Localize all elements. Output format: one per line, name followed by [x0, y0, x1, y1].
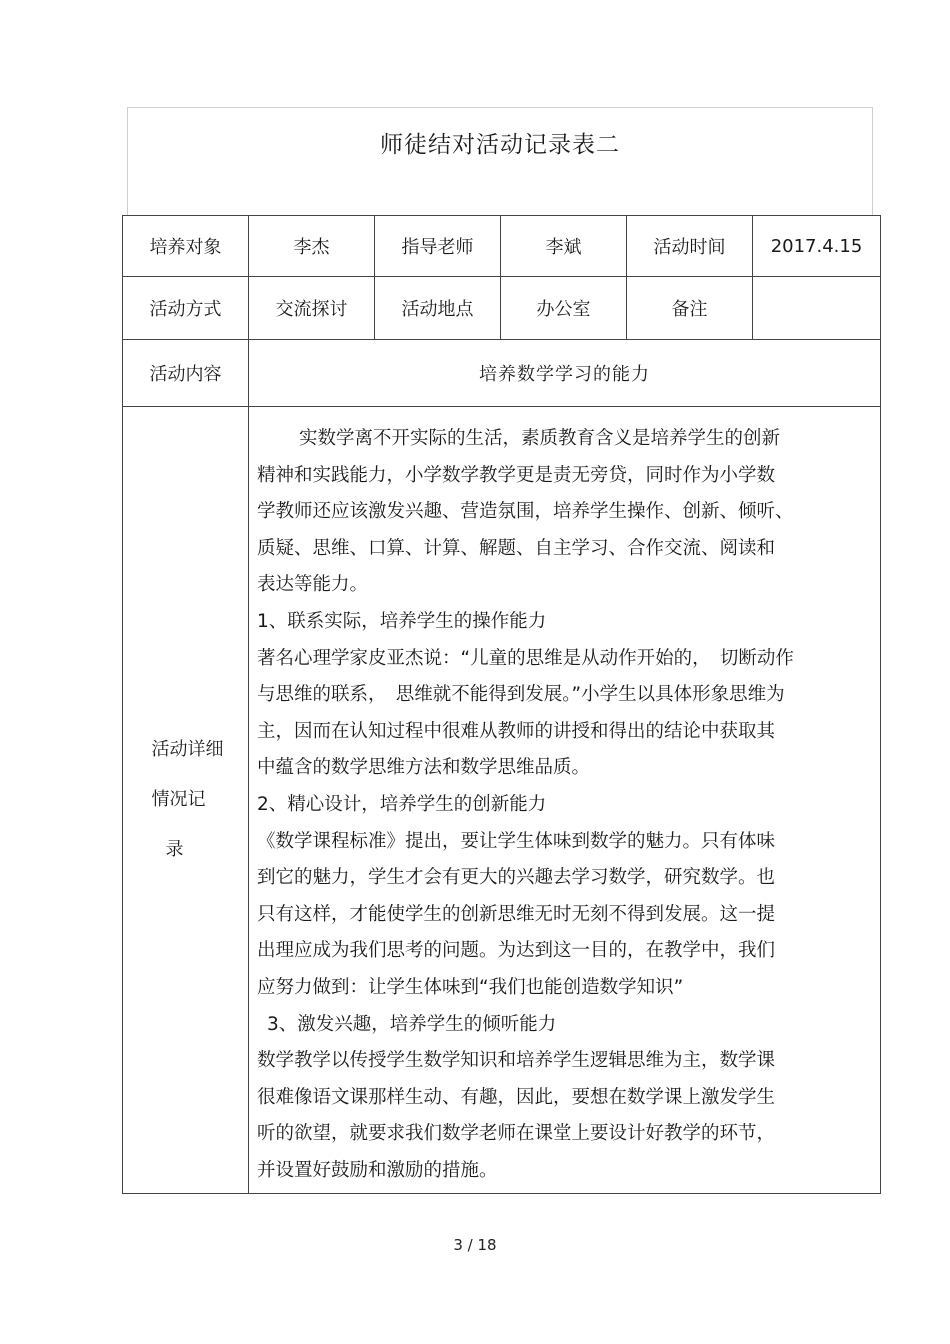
- details-label-line: 活动详细: [151, 739, 224, 761]
- place-label: 活动地点: [375, 277, 501, 340]
- detail-line: 很难像语文课那样生动、有趣，因此，要想在数学课上激发学生: [257, 1086, 776, 1108]
- detail-line: 听的欲望，就要求我们数学老师在课堂上要设计好教学的环节，: [257, 1123, 776, 1145]
- table-row: [123, 216, 881, 277]
- mode-value: 交流探讨: [249, 277, 375, 340]
- details-label-cell: [123, 407, 249, 1194]
- time-label: 活动时间: [627, 216, 753, 277]
- content-label: 活动内容: [123, 340, 249, 407]
- trainee-label: 培养对象: [123, 216, 249, 277]
- detail-heading: 2、精心设计，培养学生的创新能力: [257, 793, 547, 815]
- details-body: [249, 407, 881, 1194]
- detail-heading: 1、联系实际，培养学生的操作能力: [257, 610, 547, 632]
- trainee-value: 李杰: [249, 216, 375, 277]
- detail-line: 著名心理学家皮亚杰说：“儿童的思维是从动作开始的， 切断动作: [257, 647, 794, 669]
- table-row: [123, 340, 881, 407]
- detail-line: 学教师还应该激发兴趣、营造氛围，培养学生操作、创新、倾听、: [257, 501, 794, 523]
- page-title: 师徒结对活动记录表二: [380, 132, 620, 158]
- detail-line: 数学教学以传授学生数学知识和培养学生逻辑思维为主，数学课: [257, 1050, 776, 1072]
- detail-line: 精神和实践能力，小学数学教学更是责无旁贷，同时作为小学数: [257, 464, 776, 486]
- title-box: [127, 107, 873, 216]
- time-value: 2017.4.15: [753, 216, 881, 277]
- detail-heading: 3、激发兴趣，培养学生的倾听能力: [267, 1013, 557, 1035]
- mentor-value: 李斌: [501, 216, 627, 277]
- details-label: [152, 725, 224, 875]
- detail-line: 质疑、思维、口算、计算、解题、自主学习、合作交流、阅读和: [257, 537, 776, 559]
- table-row: [123, 277, 881, 340]
- detail-line: 中蕴含的数学思维方法和数学思维品质。: [257, 757, 591, 779]
- details-label-line: 录: [165, 839, 184, 861]
- detail-line: 表达等能力。: [257, 574, 369, 596]
- detail-line: 并设置好鼓励和激励的措施。: [257, 1159, 498, 1181]
- detail-line: 实数学离不开实际的生活，素质教育含义是培养学生的创新: [299, 428, 781, 449]
- note-value: [753, 277, 881, 340]
- detail-line: 出理应成为我们思考的问题。为达到这一目的，在教学中，我们: [257, 940, 776, 962]
- mode-label: 活动方式: [123, 277, 249, 340]
- page-number: 3 / 18: [453, 1236, 497, 1254]
- detail-line: 只有这样，才能使学生的创新思维无时无刻不得到发展。这一提: [257, 903, 776, 925]
- mentor-label: 指导老师: [375, 216, 501, 277]
- detail-line: 应努力做到：让学生体味到“我们也能创造数学知识”: [257, 976, 684, 998]
- detail-line: 与思维的联系， 思维就不能得到发展。”小学生以具体形象思维为: [257, 684, 785, 706]
- details-label-line: 情况记: [151, 789, 206, 811]
- detail-line: 到它的魅力，学生才会有更大的兴趣去学习数学，研究数学。也: [257, 867, 776, 889]
- record-table: [122, 215, 881, 1194]
- table-row: [123, 407, 881, 1194]
- content-value: 培养数学学习的能力: [249, 340, 881, 407]
- note-label: 备注: [627, 277, 753, 340]
- detail-line: 主，因而在认知过程中很难从教师的讲授和得出的结论中获取其: [257, 720, 776, 742]
- place-value: 办公室: [501, 277, 627, 340]
- detail-line: 《数学课程标准》提出，要让学生体味到数学的魅力。只有体味: [257, 830, 776, 852]
